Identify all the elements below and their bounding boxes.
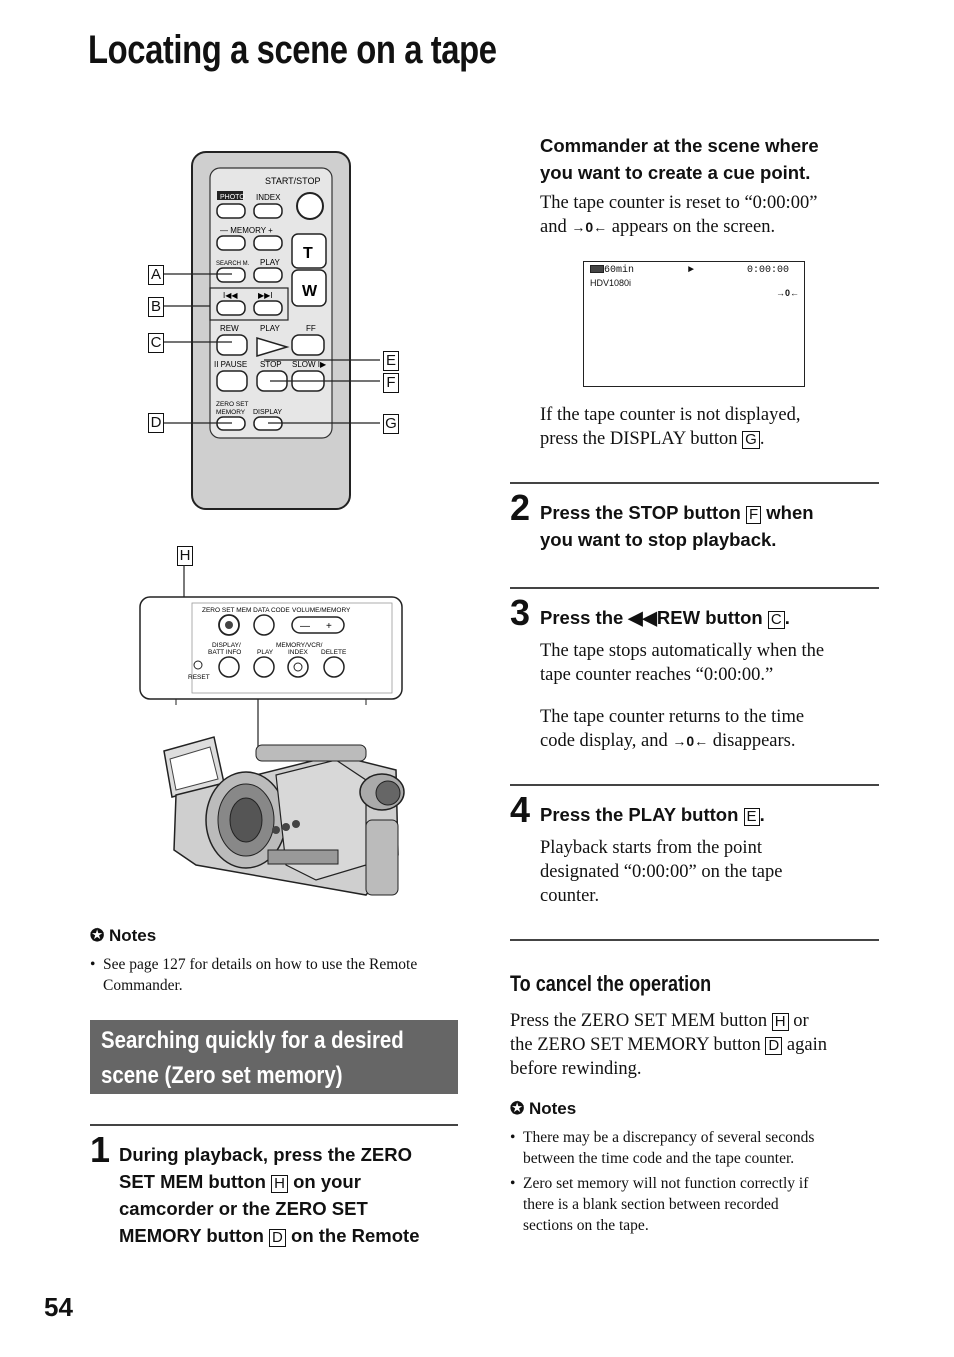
ref-d: D (269, 1229, 286, 1247)
notes-heading-left: ✪ Notes (90, 926, 157, 945)
page-number: 54 (44, 1292, 73, 1322)
step-1-text: During playback, press the ZERO SET MEM button H on your camcorder or the ZERO SET MEMORY button D on the Remote (119, 1144, 420, 1246)
notes-icon: ✪ (90, 926, 105, 945)
step-4-text: Press the PLAY button E . (540, 804, 765, 825)
callout-f: F (383, 373, 399, 393)
page-title: Locating a scene on a tape (88, 28, 497, 72)
svg-text:SEARCH M.: SEARCH M. (216, 261, 250, 267)
svg-text:DELETE: DELETE (321, 649, 347, 656)
play-indicator: ► (688, 265, 695, 276)
notes-heading-right: ✪ Notes (510, 1099, 577, 1118)
svg-text:PLAY: PLAY (260, 324, 280, 333)
ref-d: D (765, 1037, 782, 1055)
svg-text:VOLUME/MEMORY: VOLUME/MEMORY (292, 607, 351, 614)
step-3-number: 3 (510, 592, 531, 633)
callout-b: B (148, 297, 164, 317)
callout-e: E (383, 351, 399, 371)
svg-text:REW: REW (220, 324, 239, 333)
svg-text:PLAY: PLAY (257, 649, 274, 656)
zero-set-icon: →0← (672, 733, 709, 749)
step-3-text: Press the ◀◀REW button C . (540, 607, 790, 628)
step-3-paragraph-1: The tape stops automatically when the tape counter reaches “0:00:00.” (540, 641, 825, 685)
zero-set-icon: →0← (571, 219, 608, 235)
ref-c: C (768, 611, 785, 629)
tape-remaining: 60min (590, 265, 634, 276)
callout-c: C (148, 333, 164, 353)
svg-text:+: + (326, 621, 332, 632)
svg-text:ZERO SET MEM DATA CODE: ZERO SET MEM DATA CODE (202, 607, 290, 614)
notes-icon: ✪ (510, 1099, 525, 1118)
svg-text:BATT INFO: BATT INFO (208, 649, 242, 656)
svg-text:PHOTO: PHOTO (220, 194, 245, 201)
svg-text:—: — (300, 621, 310, 632)
svg-text:II PAUSE: II PAUSE (214, 360, 248, 369)
svg-text:— MEMORY +: — MEMORY + (220, 226, 273, 235)
reset-paragraph: The tape counter is reset to “0:00:00” and →0← appears on the screen. (540, 193, 818, 237)
step-divider (510, 587, 879, 589)
svg-text:INDEX: INDEX (288, 649, 308, 656)
step-1-continued: Commander at the scene where you want to create a cue point. (540, 135, 819, 183)
svg-text:DISPLAY/: DISPLAY/ (212, 642, 241, 649)
svg-text:DISPLAY: DISPLAY (253, 409, 283, 416)
step-divider (90, 1124, 458, 1126)
ref-h: H (772, 1013, 789, 1031)
svg-text:MEMORY/VCR/: MEMORY/VCR/ (276, 642, 323, 649)
callout-g: G (383, 414, 399, 434)
format-label: HDV1080i (590, 278, 632, 288)
svg-text:FF: FF (306, 324, 316, 333)
ref-h: H (271, 1175, 288, 1193)
zero-set-indicator: →0← (776, 288, 800, 298)
step-divider (510, 482, 879, 484)
ref-g: G (742, 431, 760, 449)
callout-d: D (148, 413, 164, 433)
svg-text:INDEX: INDEX (256, 193, 281, 202)
battery-icon (590, 265, 604, 273)
ref-f: F (746, 506, 761, 524)
step-2-text: Press the STOP button F when you want to stop playback. (540, 502, 814, 550)
remote-commander-illustration (140, 148, 410, 513)
callout-h: H (177, 546, 193, 566)
step-2-number: 2 (510, 487, 531, 528)
lcd-screen-illustration (583, 261, 805, 387)
svg-text:T: T (303, 245, 313, 262)
display-paragraph: If the tape counter is not displayed, press the DISPLAY button G . (540, 405, 801, 449)
cancel-paragraph: Press the ZERO SET MEM button H or the ZERO SET MEMORY button D again before rewinding. (510, 1011, 827, 1079)
camcorder-illustration (136, 565, 416, 910)
svg-text:MEMORY: MEMORY (216, 409, 246, 416)
svg-text:STOP: STOP (260, 360, 282, 369)
step-divider (510, 784, 879, 786)
step-4-paragraph: Playback starts from the point designated “0:00:00” on the tape counter. (540, 838, 783, 906)
svg-text:W: W (302, 283, 318, 300)
section-divider (510, 939, 879, 941)
tape-counter: 0:00:00 (747, 265, 790, 276)
svg-text:SLOW I▶: SLOW I▶ (292, 360, 327, 369)
svg-text:PLAY: PLAY (260, 258, 280, 267)
cancel-heading: To cancel the operation (510, 971, 712, 996)
section-banner: Searching quickly for a desired scene (Zero set memory) (90, 1020, 458, 1094)
step-3-paragraph-2: The tape counter returns to the time code display, and →0← disappears. (540, 707, 805, 751)
svg-text:RESET: RESET (188, 674, 210, 681)
start-stop-label: START/STOP (265, 176, 321, 186)
svg-text:I◀◀: I◀◀ (223, 291, 238, 300)
svg-text:ZERO SET: ZERO SET (216, 401, 249, 408)
callout-a: A (148, 265, 164, 285)
step-1-number: 1 (90, 1129, 111, 1170)
step-4-number: 4 (510, 789, 531, 830)
ref-e: E (744, 808, 760, 826)
svg-text:▶▶I: ▶▶I (258, 291, 273, 300)
